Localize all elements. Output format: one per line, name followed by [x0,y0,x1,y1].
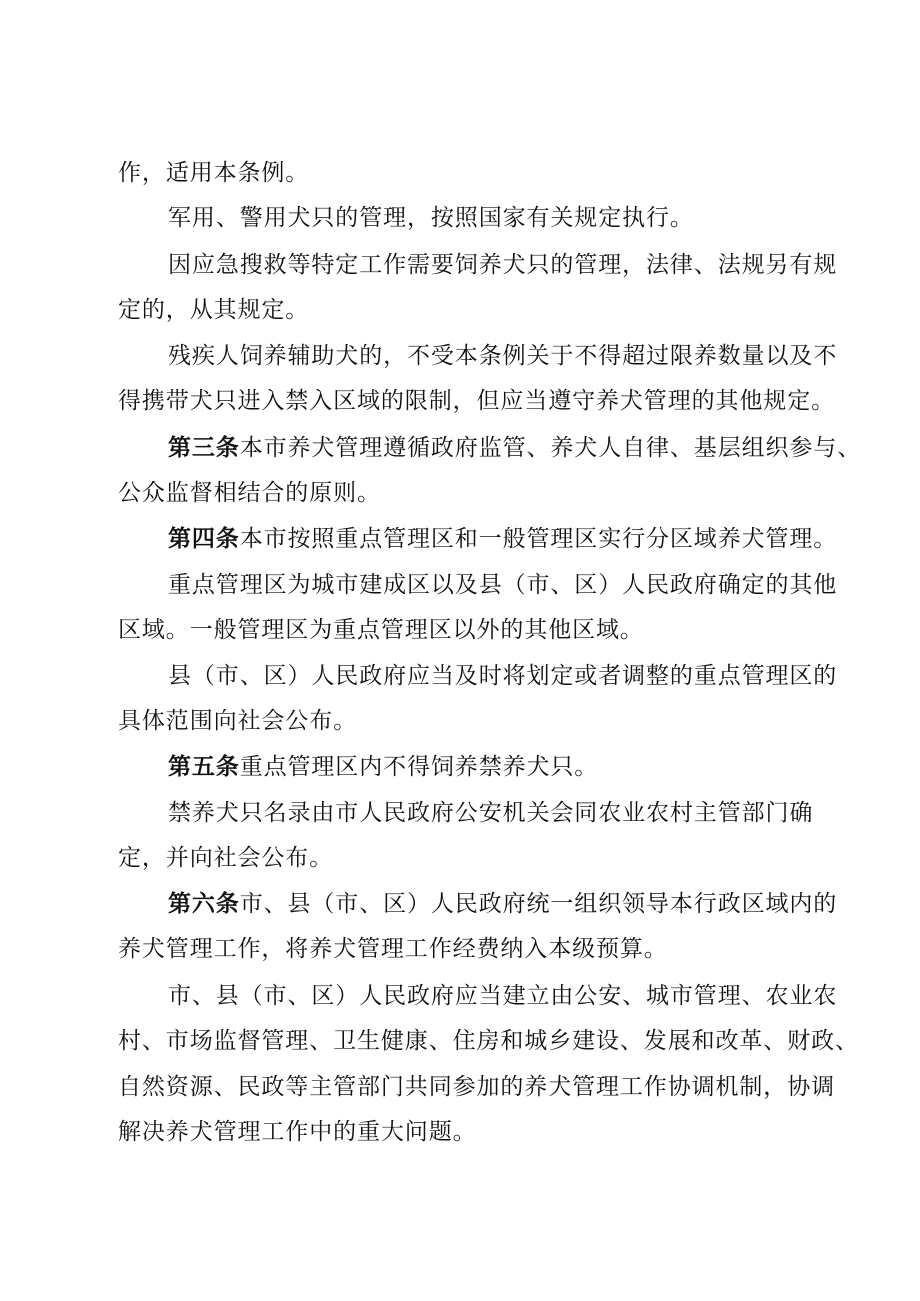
text-line: 区域。一般管理区为重点管理区以外的其他区域。 [118,617,644,643]
article-4-line [168,524,838,554]
text-line: 残疾人饲养辅助犬的，不受本条例关于不得超过限养数量以及不 [168,343,838,369]
article-3-label: 第三条 [168,435,240,461]
text-line: 养犬管理工作，将养犬管理工作经费纳入本级预算。 [118,936,668,962]
article-3-text: 本市养犬管理遵循政府监管、养犬人自律、基层组织参与、 [239,435,862,461]
text-line: 定，并向社会公布。 [118,845,334,871]
article-6-label: 第六条 [168,891,240,917]
text-line: 村、市场监督管理、卫生健康、住房和城乡建设、发展和改革、财政、 [118,1028,859,1054]
text-line: 因应急搜救等特定工作需要饲养犬只的管理，法律、法规另有规 [168,252,838,278]
text-line: 重点管理区为城市建成区以及县（市、区）人民政府确定的其他 [168,572,838,598]
text-line: 军用、警用犬只的管理，按照国家有关规定执行。 [168,205,694,231]
text-line: 具体范围向社会公布。 [118,708,357,734]
text-line: 自然资源、民政等主管部门共同参加的养犬管理工作协调机制，协调 [118,1074,835,1100]
article-5-line [168,752,818,782]
text-line: 得携带犬只进入禁入区域的限制，但应当遵守养犬管理的其他规定。 [118,388,835,414]
article-6-text: 市、县（市、区）人民政府统一组织领导本行政区域内的 [239,891,838,917]
article-6-line [168,889,838,919]
article-3-line [168,433,862,463]
text-line: 公众监督相结合的原则。 [118,480,381,506]
article-4-text: 本市按照重点管理区和一般管理区实行分区域养犬管理。 [239,526,838,552]
article-4-label: 第四条 [168,526,240,552]
text-line: 禁养犬只名录由市人民政府公安机关会同农业农村主管部门确 [168,800,814,826]
text-line: 解决养犬管理工作中的重大问题。 [118,1119,477,1145]
text-line: 市、县（市、区）人民政府应当建立由公安、城市管理、农业农 [168,983,838,1009]
article-5-text: 重点管理区内不得饲养禁养犬只。 [239,754,599,780]
text-line: 作，适用本条例。 [118,160,310,186]
text-line: 定的，从其规定。 [118,297,310,323]
text-line: 县（市、区）人民政府应当及时将划定或者调整的重点管理区的 [168,663,838,689]
article-5-label: 第五条 [168,754,240,780]
